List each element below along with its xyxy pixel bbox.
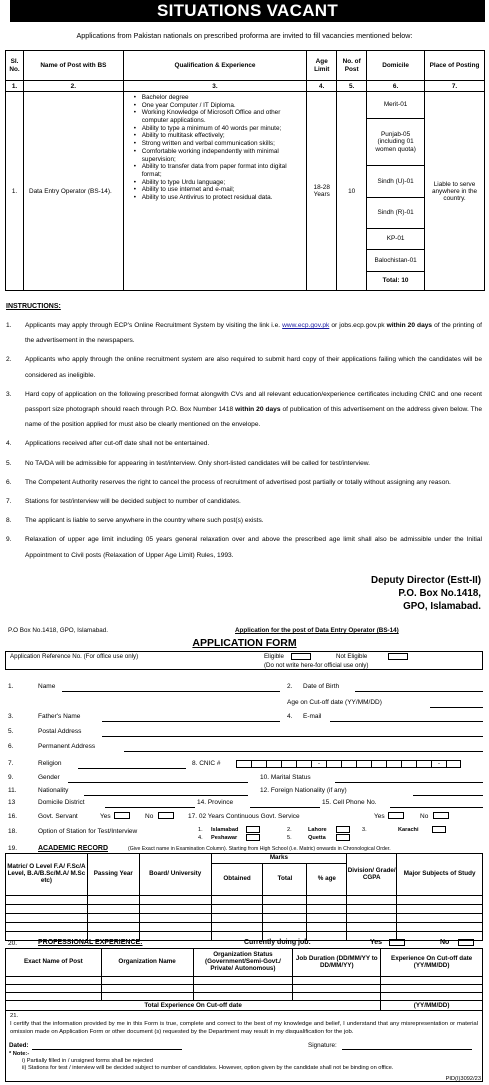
station-islamabad-label: Islamabad <box>211 827 239 833</box>
domicile-item: Punjab-05 (including 01 women quota) <box>367 119 424 166</box>
nationality-field[interactable] <box>84 795 248 796</box>
eligible-box[interactable] <box>291 653 311 660</box>
instruction-item: 3. Hard copy of application on the following prescribed format alongwith CVs and all relevant education/experience certificates including CNIC and one recent passport size photograph should reach through P.O. Box Number 1418 within 20 days of publication of this advertisement on the address given below. The name of the position applied for must also be clearly mentioned on the envelope. <box>6 390 482 429</box>
table-row[interactable] <box>6 993 483 1001</box>
page-title: SITUATIONS VACANT <box>10 0 485 22</box>
service-yes-checkbox[interactable] <box>388 812 404 819</box>
qualification-item: • Ability to transfer data from paper format into digital format; <box>134 163 304 178</box>
academic-header-division: Division/ Grade/ CGPA <box>347 854 397 896</box>
experience-heading: PROFESSIONAL EXPERIENCE: <box>38 939 143 946</box>
academic-header-percentage: % age <box>307 864 347 896</box>
field-num: 4. <box>287 713 293 720</box>
col-num: 6. <box>367 81 425 92</box>
academic-header-subjects: Major Subjects of Study <box>397 854 483 896</box>
field-num: 13 <box>8 799 16 806</box>
station-num: 5. <box>287 835 292 841</box>
field-num: 1. <box>8 683 14 690</box>
province-field[interactable] <box>250 807 320 808</box>
row-posts: 10 <box>337 92 367 291</box>
academic-header-year: Passing Year <box>87 854 139 896</box>
row-posting: Liable to serve anywhere in the country. <box>425 92 485 291</box>
form-po-box: P.O Box No.1418, GPO, Islamabad. <box>8 627 108 634</box>
permanent-address-field[interactable] <box>124 751 483 752</box>
field-num: 21. <box>10 1013 19 1019</box>
age-cutoff-label: Age on Cut-off date (YY/MM/DD) <box>287 699 382 706</box>
signatory-title: Deputy Director (Estt-II) <box>371 575 481 586</box>
academic-record-note: (Give Exact name in Examination Column). Starting from High School (i.e. Matric) onwards in Chronological Order. <box>128 846 391 852</box>
dated-field[interactable] <box>32 1049 182 1050</box>
foreign-nationality-field[interactable] <box>413 795 483 796</box>
qualification-item: • Working Knowledge of Microsoft Office and other computer applications. <box>134 109 304 124</box>
academic-record-heading: ACADEMIC RECORD <box>38 845 108 852</box>
office-use-box <box>5 651 483 670</box>
column-number-row <box>6 81 485 92</box>
qualification-item: • Ability to use internet and e-mail; <box>134 186 304 194</box>
row-post-name: Data Entry Operator (BS-14). <box>23 92 123 291</box>
qualification-item: • Strong written and verbal communication skills; <box>134 140 304 148</box>
domicile-item: Sindh (U)-01 <box>367 166 424 198</box>
instructions-heading: INSTRUCTIONS: <box>6 303 61 310</box>
station-peshawar-box[interactable] <box>246 834 260 841</box>
station-quetta-box[interactable] <box>336 834 350 841</box>
header-sl: Sl. No. <box>6 51 24 81</box>
qualification-item: • Bachelor degree <box>134 94 304 102</box>
qualification-item: • Ability to type a minimum of 40 words per minute; <box>134 125 304 133</box>
cnic-label: 8. CNIC # <box>192 760 221 767</box>
total-experience-field[interactable]: (YY/MM/DD) <box>381 1001 483 1011</box>
table-row <box>6 92 485 291</box>
field-num: 3. <box>8 713 14 720</box>
email-field[interactable] <box>330 721 483 722</box>
field-num: 16. <box>8 813 18 820</box>
service-no-label: No <box>420 813 429 820</box>
dated-label: Dated: <box>9 1042 29 1049</box>
domicile-item: KP-01 <box>367 229 424 250</box>
office-note: (Do not write here-for official use only) <box>264 662 369 669</box>
postal-address-label: Postal Address <box>38 728 82 735</box>
field-num: 9. <box>8 774 14 781</box>
reference-label: Application Reference No. (For office use only) <box>10 653 139 660</box>
intro-text: Applications from Pakistan nationals on prescribed proforma are invited to fill vacancies mentioned below: <box>76 31 413 40</box>
gender-field[interactable] <box>68 782 248 783</box>
signature-field[interactable] <box>342 1049 472 1050</box>
govt-yes-checkbox[interactable] <box>114 812 130 819</box>
postal-address-field[interactable] <box>102 736 483 737</box>
instruction-item: 4. Applications received after cut-off date shall not be entertained. <box>6 440 210 448</box>
marital-status-label: 10. Marital Status <box>260 774 311 781</box>
instruction-item: 9. Relaxation of upper age limit including 05 years general relaxation over and above the prescribed age limit shall also be admissible under the Initial Appointment to Civil posts (Relaxation of Upper Age Limit) Rules, 1993. <box>6 536 482 559</box>
field-num: 19. <box>8 845 18 852</box>
table-header-row <box>6 51 485 81</box>
col-num: 7. <box>425 81 485 92</box>
header-qualification: Qualification & Experience <box>123 51 307 81</box>
govt-yes-label: Yes <box>100 813 111 820</box>
govt-servant-label: Govt. Servant <box>38 813 78 820</box>
signature-label: Signature: <box>308 1042 337 1049</box>
signatory-city: GPO, Islamabad. <box>403 601 481 612</box>
province-label: 14. Province <box>197 799 234 806</box>
age-cutoff-field[interactable] <box>430 707 483 708</box>
signature-block <box>371 574 481 613</box>
station-option-label: Option of Station for Test/Interview <box>38 828 138 835</box>
qualification-item: • Ability to use Antivirus to protect residual data. <box>134 194 304 202</box>
col-num: 1. <box>6 81 24 92</box>
note-item: i) Partially filled in / unsigned forms shall be rejected <box>22 1058 153 1064</box>
vacancy-table <box>5 50 485 291</box>
signatory-pobox: P.O. Box No.1418, <box>398 588 481 599</box>
qualification-item: • Ability to multitask effectively; <box>134 132 304 140</box>
exp-header-organization: Organization Name <box>101 949 193 977</box>
instruction-item: 6. The Competent Authority reserves the right to cancel the process of recruitment of advertised post partially or totally without assigning any reason. <box>6 478 451 486</box>
field-num: 5. <box>8 728 14 735</box>
service-no-checkbox[interactable] <box>433 812 449 819</box>
row-sl: 1. <box>6 92 24 291</box>
domicile-district-field[interactable] <box>105 807 195 808</box>
station-quetta-label: Quetta <box>308 835 326 841</box>
pid-number: PID(I)3092/23 <box>445 1076 481 1082</box>
row-qualifications <box>123 92 307 291</box>
total-experience-label: Total Experience On Cut-off date <box>6 1001 381 1011</box>
field-num: 6. <box>8 743 14 750</box>
form-title: APPLICATION FORM <box>192 637 297 649</box>
note-item: ii) Stations for test / interview will be decided subject to number of candidates. However, option given by the candidate shall not be binding on office. <box>22 1065 394 1071</box>
field-num: 11. <box>8 787 17 794</box>
table-row[interactable] <box>6 905 483 914</box>
cell-phone-field[interactable] <box>390 807 483 808</box>
col-num: 5. <box>337 81 367 92</box>
station-lahore-box[interactable] <box>336 826 350 833</box>
header-posting: Place of Posting <box>425 51 485 81</box>
gender-label: Gender <box>38 774 60 781</box>
exp-header-post: Exact Name of Post <box>6 949 102 977</box>
field-num: 18. <box>8 828 18 835</box>
exp-header-duration: Job Duration (DD/MM/YY to DD/MM/YY) <box>293 949 381 977</box>
email-label: E-mail <box>303 713 322 720</box>
station-num: 4. <box>198 835 203 841</box>
declaration-box <box>5 1010 483 1082</box>
exp-header-cutoff: Experience On Cut-off date (YY/MM/DD) <box>381 949 483 977</box>
not-eligible-box[interactable] <box>388 653 408 660</box>
station-peshawar-label: Peshawar <box>211 835 238 841</box>
permanent-address-label: Permanent Address <box>38 743 96 750</box>
govt-no-label: No <box>145 813 154 820</box>
religion-field[interactable] <box>78 768 186 769</box>
field-num: 2. <box>287 683 293 690</box>
name-label: Name <box>38 683 56 690</box>
station-lahore-label: Lahore <box>308 827 327 833</box>
cell-phone-label: 15. Cell Phone No. <box>322 799 377 806</box>
qualification-item: • One year Computer / IT Diploma. <box>134 102 304 110</box>
father-name-field[interactable] <box>102 721 280 722</box>
dob-label: Date of Birth <box>303 683 340 690</box>
not-eligible-label: Not Eligible <box>336 653 368 660</box>
col-num: 4. <box>307 81 337 92</box>
declaration-text: I certify that the information provided by me in this Form is true, complete and correct to the best of my knowledge and belief, I understand that any misrepresentation or material omission made on Application Form or other document (s) requested by the Department may result in my disqualification for the job. <box>10 1020 478 1035</box>
job-yes-label: Yes <box>370 939 383 946</box>
academic-header-exam: Matric/ O Level F.A/ F.Sc/A Level, B.A/B.Sc/M.A/ M.Sc etc) <box>6 854 88 896</box>
instruction-item: 5. No TA/DA will be admissible for appearing in test/interview. Only short-listed candidates will be called for test/interview. <box>6 459 370 467</box>
row-age: 18-28 Years <box>307 92 337 291</box>
station-num: 2. <box>287 827 292 833</box>
note-heading: * Note:- <box>9 1051 30 1057</box>
instructions-list <box>6 318 482 563</box>
govt-no-checkbox[interactable] <box>158 812 174 819</box>
form-applied-post: Application for the post of Data Entry Operator (BS-14) <box>235 627 399 634</box>
table-row[interactable] <box>6 977 483 985</box>
domicile-district-label: Domicile District <box>38 799 85 806</box>
academic-header-marks: Marks <box>211 854 347 864</box>
domicile-item: Merit-01 <box>367 92 424 119</box>
qualification-item: • Ability to type Urdu language; <box>134 179 304 187</box>
domicile-item: Balochistan-01 <box>367 250 424 272</box>
eligible-label: Eligible <box>264 653 284 660</box>
field-num: 20. <box>8 940 18 947</box>
academic-table <box>5 853 483 941</box>
table-row[interactable] <box>6 985 483 993</box>
instruction-item: 1. Applicants may apply through ECP's Online Recruitment System by visiting the link i.e. www.ecp.gov.pk or jobs.ecp.gov.pk within 20 days of the printing of the advertisement in the newspapers. <box>6 322 483 345</box>
academic-header-board: Board/ University <box>139 854 211 896</box>
col-num: 3. <box>123 81 307 92</box>
religion-label: Religion <box>38 760 62 767</box>
row-domicile <box>367 92 425 291</box>
instruction-item: 2. Applicants who apply through the online recruitment system are also required to submit hard copy of their applications failing which the candidates will be considered as ineligible. <box>6 356 482 379</box>
continuous-service-label: 17. 02 Years Continuous Govt. Service <box>188 813 300 820</box>
academic-header-obtained: Obtained <box>211 864 263 896</box>
station-karachi-label: Karachi <box>398 827 419 833</box>
header-post: Name of Post with BS <box>23 51 123 81</box>
experience-table <box>5 948 483 1011</box>
instruction-item: 7. Stations for test/interview will be decided subject to number of candidates. <box>6 498 241 506</box>
instruction-item: 8. The applicant is liable to serve anywhere in the country where such post(s) exists. <box>6 517 264 525</box>
name-field[interactable] <box>62 691 280 692</box>
marital-status-field[interactable] <box>335 782 483 783</box>
domicile-item: Sindh (R)-01 <box>367 198 424 229</box>
cnic-boxes[interactable]: - - <box>236 760 461 768</box>
header-domicile: Domicile <box>367 51 425 81</box>
station-num: 3. <box>362 827 367 833</box>
domicile-total: Total: 10 <box>382 277 409 285</box>
station-karachi-box[interactable] <box>432 826 446 833</box>
foreign-nationality-label: 12. Foreign Nationality (if any) <box>260 787 347 794</box>
service-yes-label: Yes <box>374 813 385 820</box>
ecp-link[interactable]: www.ecp.gov.pk <box>282 322 330 329</box>
job-yes-checkbox[interactable] <box>389 939 405 946</box>
table-row[interactable] <box>6 923 483 932</box>
job-no-label: No <box>440 939 450 946</box>
station-islamabad-box[interactable] <box>246 826 260 833</box>
table-row[interactable] <box>6 896 483 905</box>
station-num: 1. <box>198 827 203 833</box>
currently-doing-job-label: Currently doing job: <box>244 939 311 946</box>
dob-field[interactable] <box>355 691 483 692</box>
qualification-item: • Comfortable working independently with minimal supervision; <box>134 148 304 163</box>
table-row[interactable] <box>6 914 483 923</box>
exp-header-status: Organization Status (Government/Semi-Govt./ Private/ Autonomous) <box>193 949 293 977</box>
col-num: 2. <box>23 81 123 92</box>
header-no-of-post: No. of Post <box>337 51 367 81</box>
nationality-label: Nationality <box>38 787 69 794</box>
job-no-checkbox[interactable] <box>458 939 474 946</box>
field-num: 7. <box>8 760 14 767</box>
header-age: Age Limit <box>307 51 337 81</box>
father-name-label: Father's Name <box>38 713 81 720</box>
academic-header-total: Total <box>263 864 307 896</box>
